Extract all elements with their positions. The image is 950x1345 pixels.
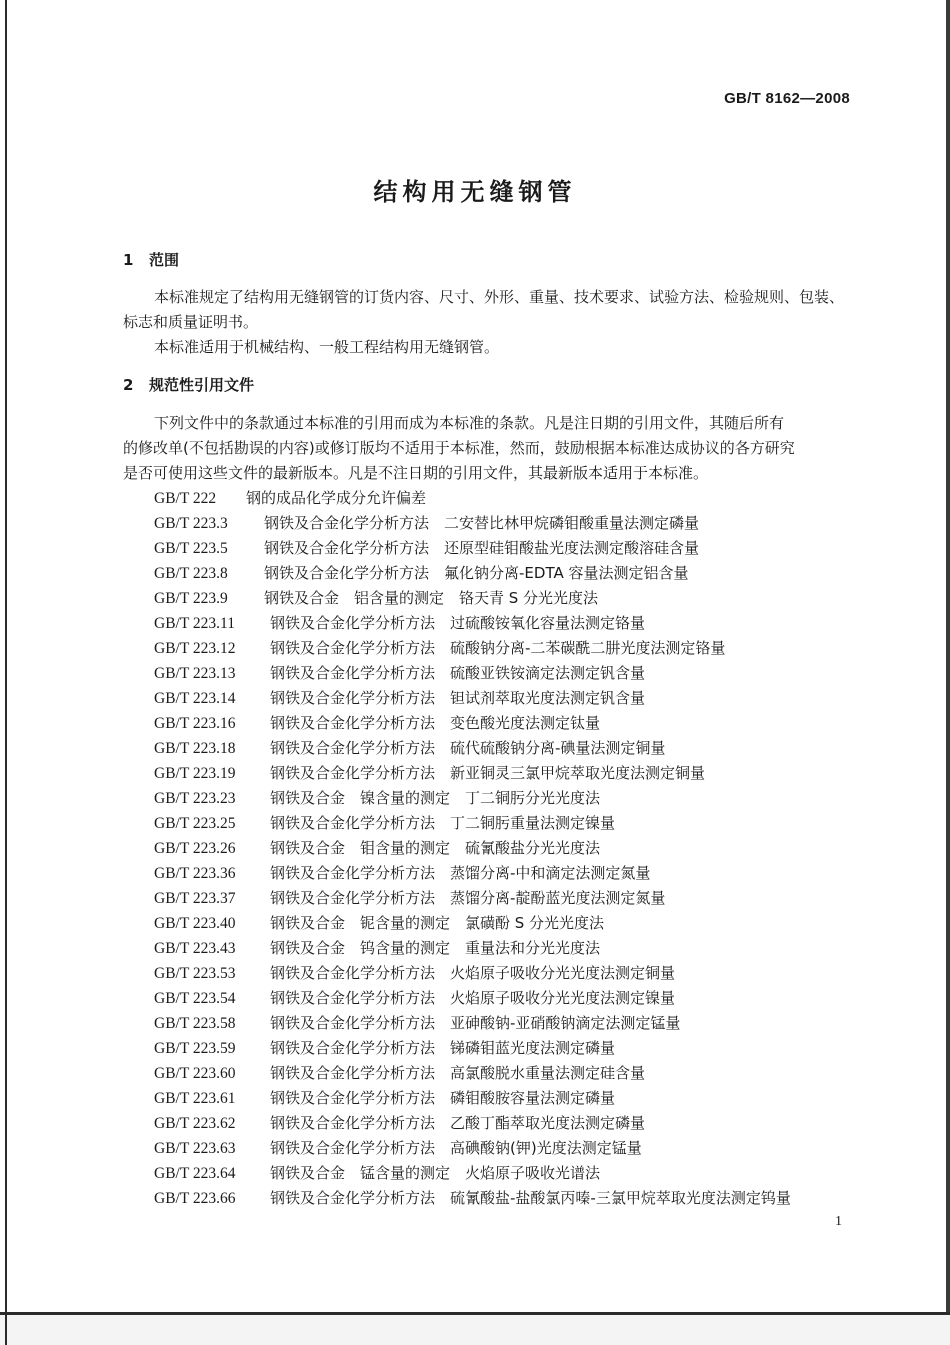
- reference-item: [154, 561, 791, 586]
- reference-title: 钢铁及合金化学分析方法 硫氰酸盐-盐酸氯丙嗪-三氯甲烷萃取光度法测定钨量: [270, 1189, 791, 1207]
- reference-code: GB/T 223.63: [154, 1140, 236, 1157]
- reference-item: [154, 836, 791, 861]
- normative-references-list: [154, 486, 791, 1211]
- reference-item: [154, 811, 791, 836]
- reference-title: 钢铁及合金化学分析方法 锑磷钼蓝光度法测定磷量: [270, 1039, 616, 1057]
- reference-code: GB/T 223.18: [154, 740, 236, 757]
- document-title: 结构用无缝钢管: [373, 178, 577, 206]
- reference-code: GB/T 223.9: [154, 590, 228, 607]
- text-line: 标志和质量证明书。: [123, 313, 259, 331]
- reference-title: 钢铁及合金化学分析方法 过硫酸铵氧化容量法测定铬量: [270, 614, 646, 632]
- reference-title: 钢铁及合金 钨含量的测定 重量法和分光光度法: [270, 939, 601, 957]
- reference-code: GB/T 223.62: [154, 1115, 236, 1132]
- reference-code: GB/T 223.11: [154, 615, 235, 632]
- reference-code: GB/T 223.40: [154, 915, 236, 932]
- reference-item: [154, 636, 791, 661]
- reference-item: [154, 1011, 791, 1036]
- reference-title: 钢铁及合金 镍含量的测定 丁二铜肟分光光度法: [270, 789, 601, 807]
- reference-item: [154, 786, 791, 811]
- reference-code: GB/T 223.14: [154, 690, 236, 707]
- reference-item: [154, 1111, 791, 1136]
- reference-title: 钢铁及合金化学分析方法 蒸馏分离-靛酚蓝光度法测定氮量: [270, 889, 666, 907]
- reference-title: 钢铁及合金化学分析方法 火焰原子吸收分光光度法测定镍量: [270, 989, 676, 1007]
- reference-code: GB/T 223.8: [154, 565, 228, 582]
- reference-title: 钢铁及合金化学分析方法 氟化钠分离-EDTA 容量法测定铝含量: [264, 564, 689, 582]
- section-1-paragraph-1: [123, 285, 858, 335]
- reference-code: GB/T 223.54: [154, 990, 236, 1007]
- text-line: 下列文件中的条款通过本标准的引用而成为本标准的条款。凡是注日期的引用文件，其随后所有: [154, 414, 785, 432]
- reference-code: GB/T 223.13: [154, 665, 236, 682]
- reference-code: GB/T 223.12: [154, 640, 236, 657]
- reference-title: 钢铁及合金化学分析方法 磷钼酸胺容量法测定磷量: [270, 1089, 616, 1107]
- reference-title: 钢铁及合金化学分析方法 火焰原子吸收分光光度法测定铜量: [270, 964, 676, 982]
- reference-code: GB/T 223.26: [154, 840, 236, 857]
- reference-title: 钢铁及合金化学分析方法 变色酸光度法测定钛量: [270, 714, 601, 732]
- viewer-background: [0, 1315, 950, 1345]
- reference-item: [154, 861, 791, 886]
- reference-title: 钢铁及合金化学分析方法 新亚铜灵三氯甲烷萃取光度法测定铜量: [270, 764, 706, 782]
- reference-title: 钢铁及合金化学分析方法 高氯酸脱水重量法测定硅含量: [270, 1064, 646, 1082]
- reference-code: GB/T 223.23: [154, 790, 236, 807]
- reference-item: [154, 1161, 791, 1186]
- reference-item: [154, 1061, 791, 1086]
- reference-item: [154, 661, 791, 686]
- reference-item: [154, 1186, 791, 1211]
- reference-code: GB/T 223.59: [154, 1040, 236, 1057]
- reference-title: 钢铁及合金 铌含量的测定 氯磺酚 S 分光光度法: [270, 914, 605, 932]
- reference-item: [154, 711, 791, 736]
- reference-title: 钢铁及合金化学分析方法 钽试剂萃取光度法测定钒含量: [270, 689, 646, 707]
- reference-code: GB/T 223.3: [154, 515, 228, 532]
- reference-code: GB/T 223.37: [154, 890, 236, 907]
- section-1-number: 1: [123, 251, 134, 269]
- reference-title: 钢铁及合金化学分析方法 硫酸亚铁铵滴定法测定钒含量: [270, 664, 646, 682]
- reference-code: GB/T 223.36: [154, 865, 236, 882]
- section-2-intro: [123, 411, 858, 486]
- reference-title: 钢铁及合金化学分析方法 还原型硅钼酸盐光度法测定酸溶硅含量: [264, 539, 700, 557]
- reference-item: [154, 486, 791, 511]
- viewer-border-stub: [5, 1315, 7, 1345]
- reference-title: 钢铁及合金化学分析方法 高碘酸钠(钾)光度法测定锰量: [270, 1139, 642, 1157]
- text-line: 本标准规定了结构用无缝钢管的订货内容、尺寸、外形、重量、技术要求、试验方法、检验规则、包装、: [154, 288, 845, 306]
- reference-title: 钢铁及合金化学分析方法 蒸馏分离-中和滴定法测定氮量: [270, 864, 651, 882]
- reference-item: [154, 911, 791, 936]
- text-line: 是否可使用这些文件的最新版本。凡是不注日期的引用文件，其最新版本适用于本标准。: [123, 464, 709, 482]
- section-2-heading: [123, 374, 254, 395]
- section-1-paragraph-2: [123, 335, 858, 360]
- reference-title: 钢铁及合金化学分析方法 亚砷酸钠-亚硝酸钠滴定法测定锰量: [270, 1014, 681, 1032]
- reference-item: [154, 1036, 791, 1061]
- standard-code: GB/T 8162—2008: [724, 90, 850, 107]
- reference-item: [154, 686, 791, 711]
- reference-item: [154, 761, 791, 786]
- reference-code: GB/T 223.25: [154, 815, 236, 832]
- reference-code: GB/T 223.61: [154, 1090, 236, 1107]
- reference-code: GB/T 222: [154, 490, 217, 507]
- reference-code: GB/T 223.5: [154, 540, 228, 557]
- page-number: 1: [835, 1214, 842, 1229]
- reference-item: [154, 961, 791, 986]
- reference-code: GB/T 223.60: [154, 1065, 236, 1082]
- reference-item: [154, 986, 791, 1011]
- reference-code: GB/T 223.53: [154, 965, 236, 982]
- reference-title: 钢的成品化学成分允许偏差: [246, 489, 427, 507]
- reference-code: GB/T 223.58: [154, 1015, 236, 1032]
- reference-title: 钢铁及合金化学分析方法 二安替比林甲烷磷钼酸重量法测定磷量: [264, 514, 700, 532]
- reference-title: 钢铁及合金 铝含量的测定 铬天青 S 分光光度法: [264, 589, 599, 607]
- reference-item: [154, 536, 791, 561]
- reference-code: GB/T 223.19: [154, 765, 236, 782]
- reference-item: [154, 936, 791, 961]
- text-line: 本标准适用于机械结构、一般工程结构用无缝钢管。: [154, 338, 500, 356]
- reference-item: [154, 1086, 791, 1111]
- reference-code: GB/T 223.64: [154, 1165, 236, 1182]
- reference-title: 钢铁及合金化学分析方法 丁二铜肟重量法测定镍量: [270, 814, 616, 832]
- reference-item: [154, 1136, 791, 1161]
- reference-title: 钢铁及合金 钼含量的测定 硫氰酸盐分光光度法: [270, 839, 601, 857]
- reference-item: [154, 611, 791, 636]
- reference-code: GB/T 223.16: [154, 715, 236, 732]
- reference-title: 钢铁及合金化学分析方法 乙酸丁酯萃取光度法测定磷量: [270, 1114, 646, 1132]
- reference-title: 钢铁及合金 锰含量的测定 火焰原子吸收光谱法: [270, 1164, 601, 1182]
- reference-code: GB/T 223.66: [154, 1190, 236, 1207]
- section-2-number: 2: [123, 376, 134, 394]
- text-line: 的修改单(不包括勘误的内容)或修订版均不适用于本标准，然而，鼓励根据本标准达成协议的各方研究: [123, 439, 795, 457]
- section-1-heading: [123, 249, 179, 270]
- reference-item: [154, 886, 791, 911]
- reference-code: GB/T 223.43: [154, 940, 236, 957]
- reference-item: [154, 736, 791, 761]
- section-1-title: 范围: [149, 251, 180, 269]
- section-2-title: 规范性引用文件: [149, 376, 255, 394]
- reference-item: [154, 586, 791, 611]
- reference-item: [154, 511, 791, 536]
- reference-title: 钢铁及合金化学分析方法 硫代硫酸钠分离-碘量法测定铜量: [270, 739, 666, 757]
- reference-title: 钢铁及合金化学分析方法 硫酸钠分离-二苯碳酰二肼光度法测定铬量: [270, 639, 726, 657]
